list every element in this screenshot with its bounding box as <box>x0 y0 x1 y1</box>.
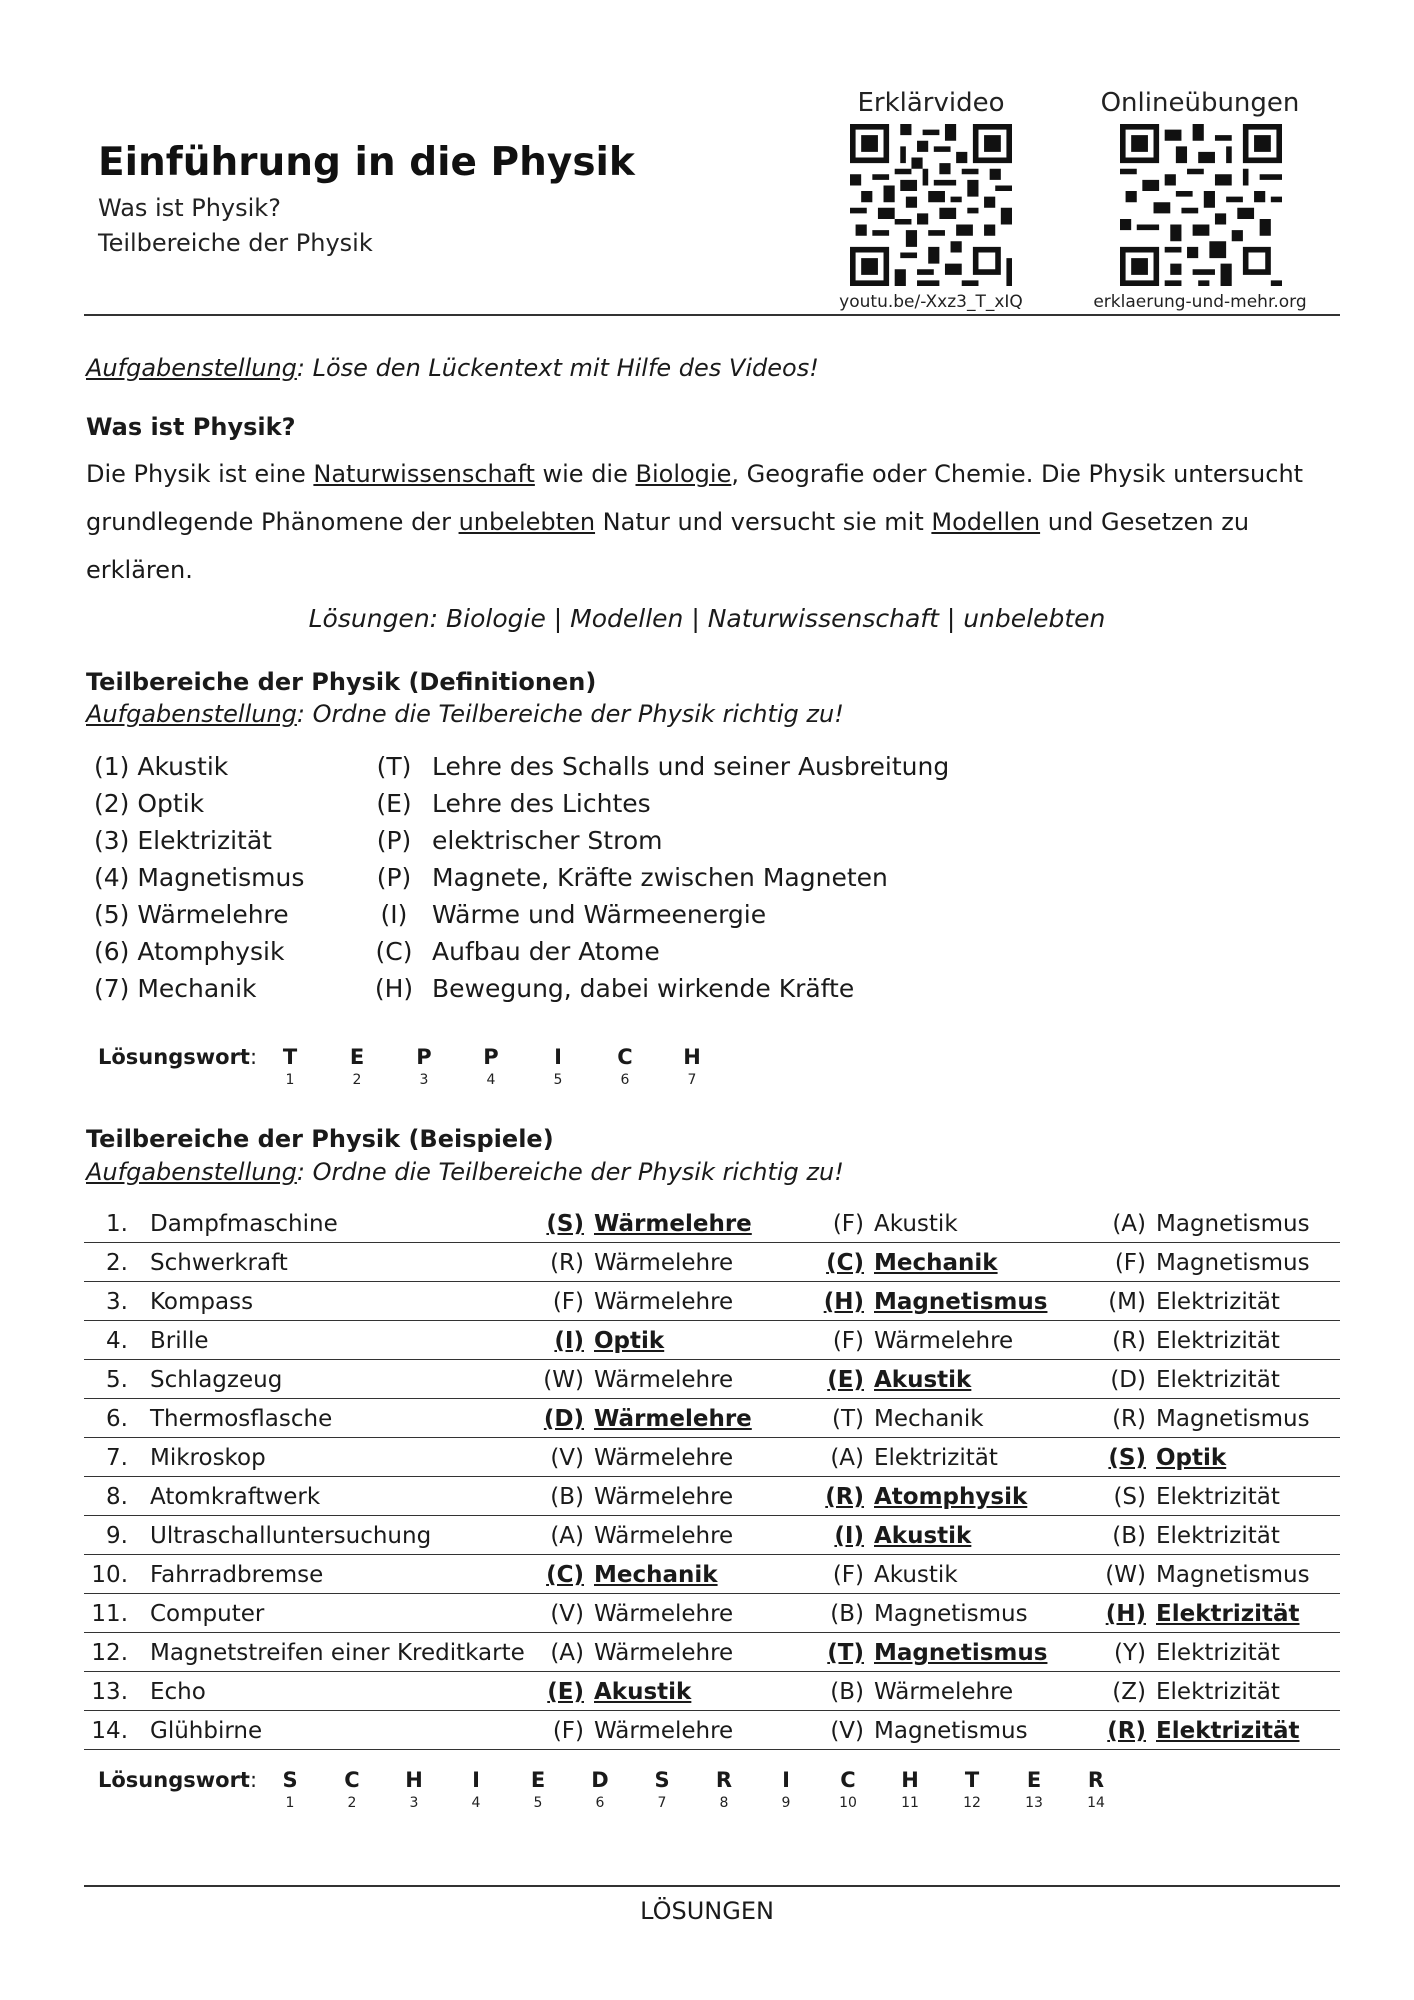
row-number: 14. <box>91 1718 128 1744</box>
row-number: 4. <box>106 1328 128 1354</box>
solution-letter-number: 7 <box>687 1072 697 1088</box>
examples-table <box>84 1204 1340 1750</box>
option-letter: (F) <box>552 1289 584 1315</box>
option-letter: (F) <box>832 1328 864 1354</box>
option-word: Wärmelehre <box>594 1640 734 1666</box>
option-letter-correct: (C) <box>546 1562 584 1588</box>
solution-letter: C <box>840 1768 856 1792</box>
definition-term: (7) Mechanik <box>94 974 257 1003</box>
definition-term: (6) Atomphysik <box>94 937 285 966</box>
option-word-correct: Akustik <box>594 1679 692 1705</box>
definition-text: Lehre des Schalls und seiner Ausbreitung <box>432 752 950 781</box>
option-word: Elektrizität <box>1156 1640 1280 1666</box>
solution-letter: I <box>782 1768 790 1792</box>
table-row <box>84 1711 1340 1750</box>
solution-letter-number: 14 <box>1087 1795 1105 1811</box>
option-letter: (A) <box>830 1445 864 1471</box>
table-row <box>84 1282 1340 1321</box>
option-letter: (R) <box>550 1250 584 1276</box>
option-word: Elektrizität <box>1156 1328 1280 1354</box>
solution-letter-number: 5 <box>553 1072 563 1088</box>
row-number: 6. <box>106 1406 128 1432</box>
row-number: 9. <box>106 1523 128 1549</box>
solution-letter: D <box>591 1768 609 1792</box>
option-letter-correct: (R) <box>1107 1718 1146 1744</box>
option-letter-correct: (T) <box>827 1640 864 1666</box>
qr-exercises-url-link[interactable]: erklaerung-und-mehr.org <box>1093 292 1307 312</box>
option-letter: (B) <box>550 1484 584 1510</box>
option-letter: (B) <box>830 1679 864 1705</box>
header-divider <box>84 314 1340 316</box>
solution-letter: I <box>554 1045 562 1069</box>
option-letter: (F) <box>552 1718 584 1744</box>
example-item: Schlagzeug <box>150 1367 283 1393</box>
option-word: Wärmelehre <box>594 1367 734 1393</box>
cloze-line-2: grundlegende Phänomene der unbelebten Natur und versucht sie mit Modellen und Gesetzen zu <box>86 508 1250 536</box>
option-letter-correct: (D) <box>543 1406 584 1432</box>
option-word-correct: Magnetismus <box>874 1640 1048 1666</box>
example-item: Ultraschalluntersuchung <box>150 1523 432 1549</box>
solution-letter-number: 1 <box>285 1795 295 1811</box>
option-letter: (V) <box>550 1445 584 1471</box>
solution-word-label-1: Lösungswort: <box>98 1045 258 1069</box>
option-letter: (F) <box>1114 1250 1146 1276</box>
footer-divider <box>84 1885 1340 1887</box>
option-letter-correct: (R) <box>825 1484 864 1510</box>
option-word: Mechanik <box>874 1406 984 1432</box>
option-word: Elektrizität <box>1156 1523 1280 1549</box>
option-letter: (A) <box>550 1640 584 1666</box>
option-word: Akustik <box>874 1211 958 1237</box>
option-word: Wärmelehre <box>594 1601 734 1627</box>
option-letter-correct: (S) <box>1108 1445 1146 1471</box>
qr-code-exercises-icon[interactable] <box>1120 124 1282 286</box>
option-word: Magnetismus <box>874 1601 1028 1627</box>
definition-letter: (E) <box>376 789 412 818</box>
definition-term: (3) Elektrizität <box>94 826 272 855</box>
option-letter: (V) <box>830 1718 864 1744</box>
option-letter: (Y) <box>1114 1640 1146 1666</box>
solution-letter-number: 11 <box>901 1795 919 1811</box>
table-row <box>84 1555 1340 1594</box>
option-word-correct: Optik <box>1156 1445 1227 1471</box>
solution-letter-number: 4 <box>486 1072 496 1088</box>
example-item: Dampfmaschine <box>150 1211 338 1237</box>
row-number: 5. <box>106 1367 128 1393</box>
solution-letter: I <box>472 1768 480 1792</box>
option-word-correct: Akustik <box>874 1523 972 1549</box>
option-letter: (W) <box>543 1367 584 1393</box>
option-word: Wärmelehre <box>594 1289 734 1315</box>
table-row <box>84 1399 1340 1438</box>
row-number: 11. <box>91 1601 128 1627</box>
solution-letter: S <box>654 1768 670 1792</box>
option-word: Wärmelehre <box>594 1718 734 1744</box>
definition-letter: (I) <box>380 900 408 929</box>
solution-letter-number: 13 <box>1025 1795 1043 1811</box>
qr-code-video-icon[interactable] <box>850 124 1012 286</box>
solution-letter: E <box>349 1045 365 1069</box>
option-word: Elektrizität <box>1156 1289 1280 1315</box>
option-letter-correct: (H) <box>823 1289 864 1315</box>
solution-letter: P <box>483 1045 499 1069</box>
cloze-line-3: erklären. <box>86 556 193 584</box>
solution-letter: T <box>964 1768 980 1792</box>
footer-label: LÖSUNGEN <box>640 1897 774 1925</box>
option-word-correct: Atomphysik <box>874 1484 1028 1510</box>
option-word: Magnetismus <box>1156 1562 1310 1588</box>
option-letter: (Z) <box>1112 1679 1146 1705</box>
definition-text: Aufbau der Atome <box>432 937 660 966</box>
page-subtitle-2: Teilbereiche der Physik <box>98 229 373 257</box>
option-word-correct: Magnetismus <box>874 1289 1048 1315</box>
option-letter: (F) <box>832 1211 864 1237</box>
example-item: Schwerkraft <box>150 1250 288 1276</box>
solution-letter-number: 1 <box>285 1072 295 1088</box>
task-instruction-3: Aufgabenstellung: Ordne die Teilbereiche der Physik richtig zu! <box>86 1158 844 1186</box>
solution-letter: H <box>405 1768 423 1792</box>
option-word: Magnetismus <box>874 1718 1028 1744</box>
solution-letter-number: 8 <box>719 1795 729 1811</box>
solution-letter-number: 3 <box>419 1072 429 1088</box>
example-item: Mikroskop <box>150 1445 266 1471</box>
option-word: Elektrizität <box>1156 1367 1280 1393</box>
definition-letter: (T) <box>376 752 412 781</box>
row-number: 1. <box>106 1211 128 1237</box>
option-word: Akustik <box>874 1562 958 1588</box>
definition-letter: (P) <box>376 826 412 855</box>
definition-term: (1) Akustik <box>94 752 229 781</box>
solution-letter: E <box>530 1768 546 1792</box>
option-word: Elektrizität <box>1156 1679 1280 1705</box>
table-row <box>84 1243 1340 1282</box>
example-item: Atomkraftwerk <box>150 1484 321 1510</box>
option-word-correct: Akustik <box>874 1367 972 1393</box>
definition-text: Lehre des Lichtes <box>432 789 651 818</box>
example-item: Glühbirne <box>150 1718 263 1744</box>
page-subtitle-1: Was ist Physik? <box>98 194 281 222</box>
table-row <box>84 1594 1340 1633</box>
cloze-answer: Modellen <box>931 508 1041 536</box>
task-instruction-1: Aufgabenstellung: Löse den Lückentext mit Hilfe des Videos! <box>86 354 819 382</box>
cloze-answer: Biologie <box>635 460 732 488</box>
task-instruction-2: Aufgabenstellung: Ordne die Teilbereiche der Physik richtig zu! <box>86 700 844 728</box>
option-letter: (B) <box>1112 1523 1146 1549</box>
option-letter: (B) <box>830 1601 864 1627</box>
option-word-correct: Mechanik <box>874 1250 998 1276</box>
definition-letter: (H) <box>374 974 414 1003</box>
solution-word-label-2: Lösungswort: <box>98 1768 258 1792</box>
option-word: Wärmelehre <box>594 1445 734 1471</box>
option-letter-correct: (C) <box>826 1250 864 1276</box>
section-heading-what-is-physics: Was ist Physik? <box>86 413 296 441</box>
definition-text: elektrischer Strom <box>432 826 663 855</box>
solution-letter-number: 7 <box>657 1795 667 1811</box>
option-word-correct: Elektrizität <box>1156 1718 1300 1744</box>
option-word: Magnetismus <box>1156 1250 1310 1276</box>
example-item: Thermosflasche <box>150 1406 333 1432</box>
option-letter: (R) <box>1112 1406 1146 1432</box>
example-item: Echo <box>150 1679 206 1705</box>
option-word: Wärmelehre <box>594 1484 734 1510</box>
option-letter: (F) <box>832 1562 864 1588</box>
option-word-correct: Wärmelehre <box>594 1406 752 1432</box>
qr-video-caption: Erklärvideo <box>857 88 1005 118</box>
solution-letter: H <box>683 1045 701 1069</box>
table-row <box>84 1321 1340 1360</box>
solution-letter: E <box>1026 1768 1042 1792</box>
option-letter-correct: (E) <box>547 1679 584 1705</box>
cloze-line-1: Die Physik ist eine Naturwissenschaft wie die Biologie, Geografie oder Chemie. Die Physik untersucht <box>86 460 1304 488</box>
table-row <box>84 1360 1340 1399</box>
solution-letter-number: 6 <box>620 1072 630 1088</box>
solution-letter-number: 2 <box>352 1072 362 1088</box>
cloze-solutions: Lösungen: Biologie | Modellen | Naturwissenschaft | unbelebten <box>308 604 1106 633</box>
option-word-correct: Optik <box>594 1328 665 1354</box>
solution-letter-number: 10 <box>839 1795 857 1811</box>
solution-letter: H <box>901 1768 919 1792</box>
option-letter: (V) <box>550 1601 584 1627</box>
row-number: 8. <box>106 1484 128 1510</box>
example-item: Kompass <box>150 1289 254 1315</box>
option-letter: (D) <box>1110 1367 1146 1393</box>
option-word: Wärmelehre <box>594 1523 734 1549</box>
option-word-correct: Elektrizität <box>1156 1601 1300 1627</box>
definition-text: Magnete, Kräfte zwischen Magneten <box>432 863 888 892</box>
option-word: Elektrizität <box>874 1445 998 1471</box>
option-word: Wärmelehre <box>594 1250 734 1276</box>
option-letter: (W) <box>1105 1562 1146 1588</box>
solution-letter-number: 4 <box>471 1795 481 1811</box>
row-number: 7. <box>106 1445 128 1471</box>
option-word-correct: Wärmelehre <box>594 1211 752 1237</box>
solution-letter: S <box>282 1768 298 1792</box>
option-letter-correct: (E) <box>827 1367 864 1393</box>
definition-text: Wärme und Wärmeenergie <box>432 900 767 929</box>
section-heading-examples: Teilbereiche der Physik (Beispiele) <box>86 1125 554 1153</box>
table-row <box>84 1477 1340 1516</box>
option-word: Wärmelehre <box>874 1679 1014 1705</box>
option-letter: (T) <box>832 1406 864 1432</box>
table-row <box>84 1633 1340 1672</box>
table-row <box>84 1204 1340 1243</box>
table-row <box>84 1516 1340 1555</box>
solution-letter: C <box>344 1768 360 1792</box>
row-number: 3. <box>106 1289 128 1315</box>
option-word-correct: Mechanik <box>594 1562 718 1588</box>
option-letter: (A) <box>550 1523 584 1549</box>
option-letter: (M) <box>1108 1289 1146 1315</box>
option-word: Magnetismus <box>1156 1406 1310 1432</box>
table-row <box>84 1438 1340 1477</box>
qr-exercises-caption: Onlineübungen <box>1100 88 1300 118</box>
solution-letter: P <box>416 1045 432 1069</box>
cloze-answer: unbelebten <box>458 508 596 536</box>
option-word: Elektrizität <box>1156 1484 1280 1510</box>
solution-letter-number: 3 <box>409 1795 419 1811</box>
page-title: Einführung in die Physik <box>98 140 635 185</box>
row-number: 12. <box>91 1640 128 1666</box>
solution-letter: C <box>617 1045 633 1069</box>
solution-letter-number: 5 <box>533 1795 543 1811</box>
definition-term: (5) Wärmelehre <box>94 900 289 929</box>
option-word: Wärmelehre <box>874 1328 1014 1354</box>
definition-letter: (P) <box>376 863 412 892</box>
solution-letter-number: 9 <box>781 1795 791 1811</box>
solution-letter-number: 12 <box>963 1795 981 1811</box>
example-item: Brille <box>150 1328 209 1354</box>
option-letter-correct: (H) <box>1105 1601 1146 1627</box>
solution-letter: R <box>1087 1768 1105 1792</box>
section-heading-definitions: Teilbereiche der Physik (Definitionen) <box>86 668 597 696</box>
example-item: Magnetstreifen einer Kreditkarte <box>150 1640 525 1666</box>
definition-term: (2) Optik <box>94 789 205 818</box>
cloze-answer: Naturwissenschaft <box>313 460 535 488</box>
definition-text: Bewegung, dabei wirkende Kräfte <box>432 974 855 1003</box>
option-letter-correct: (I) <box>554 1328 584 1354</box>
solution-letter-number: 6 <box>595 1795 605 1811</box>
option-letter: (R) <box>1112 1328 1146 1354</box>
row-number: 10. <box>91 1562 128 1588</box>
example-item: Computer <box>150 1601 265 1627</box>
option-letter: (S) <box>1113 1484 1146 1510</box>
option-letter: (A) <box>1112 1211 1146 1237</box>
definition-term: (4) Magnetismus <box>94 863 305 892</box>
row-number: 13. <box>91 1679 128 1705</box>
solution-letter: T <box>282 1045 298 1069</box>
option-letter-correct: (I) <box>834 1523 864 1549</box>
option-word: Magnetismus <box>1156 1211 1310 1237</box>
definition-letter: (C) <box>375 937 413 966</box>
solution-letter: R <box>715 1768 733 1792</box>
solution-letter-number: 2 <box>347 1795 357 1811</box>
table-row <box>84 1672 1340 1711</box>
example-item: Fahrradbremse <box>150 1562 324 1588</box>
option-letter-correct: (S) <box>546 1211 584 1237</box>
row-number: 2. <box>106 1250 128 1276</box>
qr-video-url-link[interactable]: youtu.be/-Xxz3_T_xIQ <box>839 292 1023 312</box>
